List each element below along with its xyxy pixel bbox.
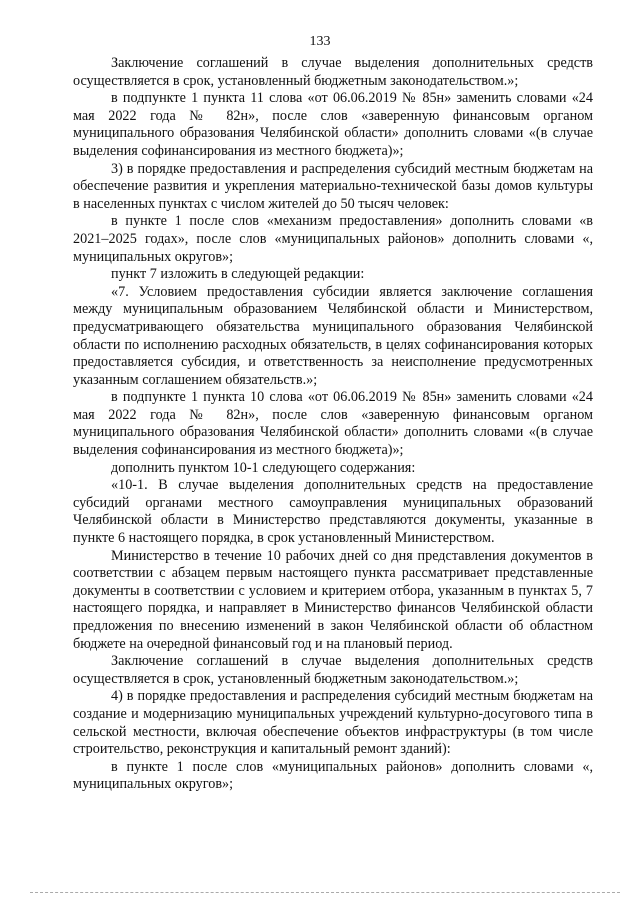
paragraph-8: дополнить пунктом 10-1 следующего содержания: [111, 459, 416, 476]
paragraph-5: пункт 7 изложить в следующей редакции: [111, 266, 365, 283]
paragraph-10: Министерство в течение 10 рабочих дней со дня представления документов в соответствии с абзацем первым настоящего пункта рассматривает представленные документы в соответствии с условием и критерием отбора, указанным в пунктах 5, 7 настоящего порядка, и направляет в Министерство финансов Челябинской области предложения по внесению изменений в закон Челябинской области об областном бюджете на очередной финансовый год и на плановый период. [73, 547, 593, 652]
paragraph-11: Заключение соглашений в случае выделения дополнительных средств осуществляется в срок, установленный бюджетным законодательством.»; [73, 653, 593, 687]
paragraph-6: «7. Условием предоставления субсидии является заключение соглашения между муниципальным образованием Челябинской области и Министерством, предусматривающего обязательства муниципального образования Челябинской области по исполнению расходных обязательств, в целях софинансирования которых предоставляется субсидия, и ответственность за неисполнение предусмотренных указанным соглашением обязательств.»; [73, 283, 593, 388]
paragraph-1: Заключение соглашений в случае выделения дополнительных средств осуществляется в срок, установленный бюджетным законодательством.»; [73, 55, 593, 89]
paragraph-12: 4) в порядке предоставления и распределения субсидий местным бюджетам на создание и модернизацию муниципальных учреждений культурно-досугового типа в сельской местности, включая обеспечение объектов инфраструктуры (в том числе строительство, реконструкция и капитальный ремонт зданий): [73, 688, 593, 758]
paragraph-13: в пункте 1 после слов «муниципальных районов» дополнить словами «, муниципальных округов»; [73, 758, 593, 793]
paragraph-7: в подпункте 1 пункта 10 слова «от 06.06.2019 № 85н» заменить словами «24 мая 2022 года № 82н», после слов «заверенную финансовым органом муниципального образования Челябинской области» дополнить словами «(в случае выделения софинансирования из местного бюджета)»; [73, 389, 593, 459]
paragraph-9: «10-1. В случае выделения дополнительных средств на предоставление субсидий органами местного самоуправления муниципальных образований Челябинской области в Министерство представляются документы, указанные в пункте 6 настоящего порядка, в срок установленный Министерством. [73, 477, 593, 547]
scan-edge-line [30, 892, 620, 893]
paragraph-3: 3) в порядке предоставления и распределения субсидий местным бюджетам на обеспечение развития и укрепления материально-технической базы домов культуры в населенных пунктах с числом жителей до 50 тысяч человек: [73, 160, 593, 212]
paragraph-2: в подпункте 1 пункта 11 слова «от 06.06.2019 № 85н» заменить словами «24 мая 2022 года № 82н», после слов «заверенную финансовым органом муниципального образования Челябинской области» дополнить словами «(в случае выделения софинансирования из местного бюджета)»; [73, 90, 593, 159]
page-number: 133 [309, 34, 331, 49]
document-body [73, 55, 593, 794]
paragraph-4: в пункте 1 после слов «механизм предоставления» дополнить словами «в 2021–2025 годах», после слов «муниципальных районов» дополнить словами «, муниципальных округов»; [73, 213, 593, 265]
